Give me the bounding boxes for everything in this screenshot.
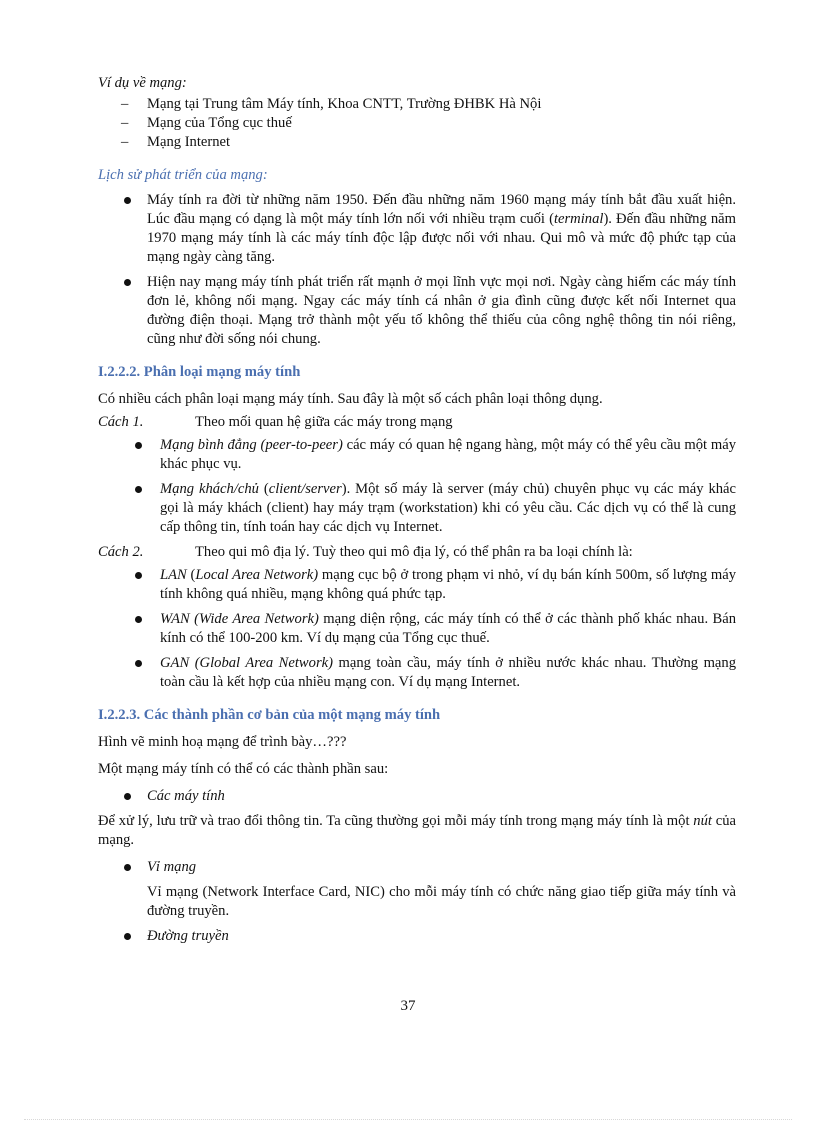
method-1-list <box>98 436 736 537</box>
bullet-icon <box>135 616 142 623</box>
bullet-icon <box>135 442 142 449</box>
history-list <box>98 191 736 349</box>
bullet-icon <box>124 197 131 204</box>
bullet-icon <box>135 486 142 493</box>
dash-marker: – <box>121 134 129 150</box>
list-item: Mạng bình đẳng (peer-to-peer) các máy có quan hệ ngang hàng, một máy có thể yêu cầu một máy khác phục vụ. <box>98 436 736 474</box>
list-item: – Mạng của Tổng cục thuế <box>121 115 292 131</box>
list-item: – Mạng Internet <box>121 134 231 150</box>
list-item: Hiện nay mạng máy tính phát triển rất mạnh ở mọi lĩnh vực mọi nơi. Ngày càng hiếm các máy tính đơn lẻ, không nối mạng. Ngay các máy tính cá nhân ở gia đình cũng được kết nối Internet qua đường điện thoại. Mạng trở thành một yếu tố không thể thiếu của công nghệ thông tin nói riêng, cũng như đời sống nói chung. <box>98 273 736 349</box>
bullet-icon <box>135 660 142 667</box>
bullet-icon <box>135 572 142 579</box>
components-list-2 <box>98 858 736 877</box>
list-item: Mạng khách/chủ (client/server). Một số máy là server (máy chủ) chuyên phục vụ các máy khác gọi là máy khách (client) hay máy trạm (workstation) khi có yêu cầu. Các dịch vụ có thể là cung cấp thông tin, tính toán hay các dịch vụ Internet. <box>98 480 736 537</box>
list-item: Đường truyền <box>98 927 736 946</box>
page-number: 37 <box>400 998 416 1014</box>
nic-description: Vỉ mạng (Network Interface Card, NIC) cho mỗi máy tính có chức năng giao tiếp giữa máy tính và đường truyền. <box>147 884 736 919</box>
components-list-1 <box>98 787 736 806</box>
list-item: Máy tính ra đời từ những năm 1950. Đến đầu những năm 1960 mạng máy tính bắt đầu xuất hiện. Lúc đầu mạng có dạng là một máy tính lớn nối với nhiều trạm cuối (terminal). Đến đầu những năm 1970 mạng máy tính là các máy tính độc lập được nối với nhau. Qui mô và mức độ phức tạp của mạng ngày càng tăng. <box>98 191 736 267</box>
list-item: WAN (Wide Area Network) mạng diện rộng, các máy tính có thể ở các thành phố khác nhau. Bán kính có thể 100-200 km. Ví dụ mạng của Tổng cục thuế. <box>98 610 736 648</box>
examples-list <box>98 95 736 152</box>
bullet-icon <box>124 864 131 871</box>
document-page <box>98 72 736 952</box>
method-2: Cách 2. Theo qui mô địa lý. Tuỳ theo qui mô địa lý, có thể phân ra ba loại chính là: <box>98 544 633 560</box>
dash-marker: – <box>121 115 129 131</box>
method-1: Cách 1. Theo mối quan hệ giữa các máy trong mạng <box>98 414 453 430</box>
method-2-list <box>98 566 736 692</box>
section-heading-222: I.2.2.2. Phân loại mạng máy tính <box>98 364 301 380</box>
list-item: – Mạng tại Trung tâm Máy tính, Khoa CNTT, Trường ĐHBK Hà Nội <box>121 96 542 112</box>
list-item: Các máy tính <box>98 787 736 806</box>
section-heading-223: I.2.2.3. Các thành phần cơ bản của một mạng máy tính <box>98 707 441 723</box>
list-item: LAN (Local Area Network) mạng cục bộ ở trong phạm vi nhỏ, ví dụ bán kính 500m, số lượng máy tính không quá nhiều, mạng không quá phức tạp. <box>98 566 736 604</box>
list-item: Vỉ mạng <box>98 858 736 877</box>
dash-marker: – <box>121 96 129 112</box>
classification-intro: Có nhiều cách phân loại mạng máy tính. Sau đây là một số cách phân loại thông dụng. <box>98 391 603 407</box>
computers-description: Để xử lý, lưu trữ và trao đổi thông tin. Ta cũng thường gọi mỗi máy tính trong mạng máy tính là một nút của mạng. <box>98 813 736 848</box>
bullet-icon <box>124 793 131 800</box>
history-title: Lịch sử phát triển của mạng: <box>98 167 268 183</box>
list-item: GAN (Global Area Network) mạng toàn cầu, máy tính ở nhiều nước khác nhau. Thường mạng toàn cầu là kết hợp của nhiều mạng con. Ví dụ mạng Internet. <box>98 654 736 692</box>
components-list-3 <box>98 927 736 946</box>
bullet-icon <box>124 933 131 940</box>
page-bottom-divider <box>24 1119 792 1120</box>
examples-title: Ví dụ về mạng: <box>98 75 187 91</box>
components-intro: Một mạng máy tính có thể có các thành phần sau: <box>98 761 389 777</box>
bullet-icon <box>124 279 131 286</box>
illustration-note: Hình vẽ minh hoạ mạng để trình bày…??? <box>98 734 347 750</box>
